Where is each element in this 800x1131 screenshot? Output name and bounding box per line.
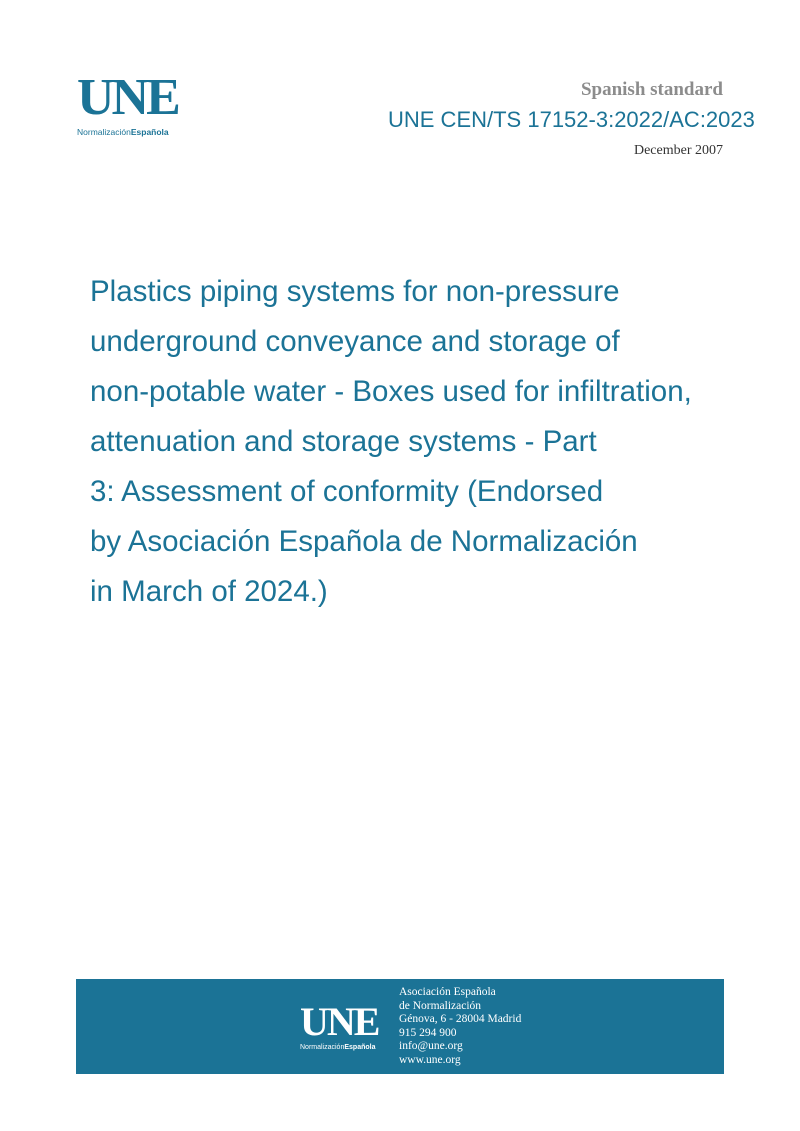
title-line: in March of 2024.) — [90, 575, 328, 608]
footer-logo-mark: UNE — [300, 999, 379, 1044]
footer-email[interactable]: info@une.org — [399, 1040, 463, 1053]
une-logo-mark: UNE — [77, 69, 178, 126]
standard-type: Spanish standard — [580, 79, 723, 100]
title-line: Plastics piping systems for non-pressure — [90, 275, 620, 308]
footer-logo-sub-bold: Española — [344, 1044, 376, 1051]
footer-street: Génova, 6 - 28004 Madrid — [399, 1013, 522, 1026]
footer-logo-subtitle — [300, 1044, 396, 1051]
title-line: non-potable water - Boxes used for infiltration, — [90, 375, 692, 408]
title-line: by Asociación Española de Normalización — [90, 525, 638, 558]
title-line: 3: Assessment of conformity (Endorsed — [90, 475, 604, 508]
logo-sub-bold: Española — [130, 127, 169, 137]
title-line: underground conveyance and storage of — [90, 325, 620, 358]
footer-address — [399, 986, 521, 1068]
title-line: attenuation and storage systems - Part — [90, 425, 597, 458]
une-logo-subtitle — [77, 127, 197, 137]
document-title — [90, 267, 790, 617]
standard-code: UNE CEN/TS 17152-3:2022/AC:2023 — [388, 107, 755, 132]
logo-sub-regular: Normalización — [77, 127, 131, 137]
standard-date: December 2007 — [633, 143, 723, 158]
footer-phone: 915 294 900 — [399, 1026, 457, 1039]
footer-org-name-line2: de Normalización — [399, 999, 482, 1012]
footer-band — [76, 979, 724, 1074]
footer-org-name-line1: Asociación Española — [399, 986, 496, 998]
footer-une-logo — [300, 999, 396, 1051]
une-logo — [77, 69, 197, 137]
footer-logo-sub-regular: Normalización — [300, 1044, 345, 1051]
footer-website[interactable]: www.une.org — [399, 1053, 461, 1066]
